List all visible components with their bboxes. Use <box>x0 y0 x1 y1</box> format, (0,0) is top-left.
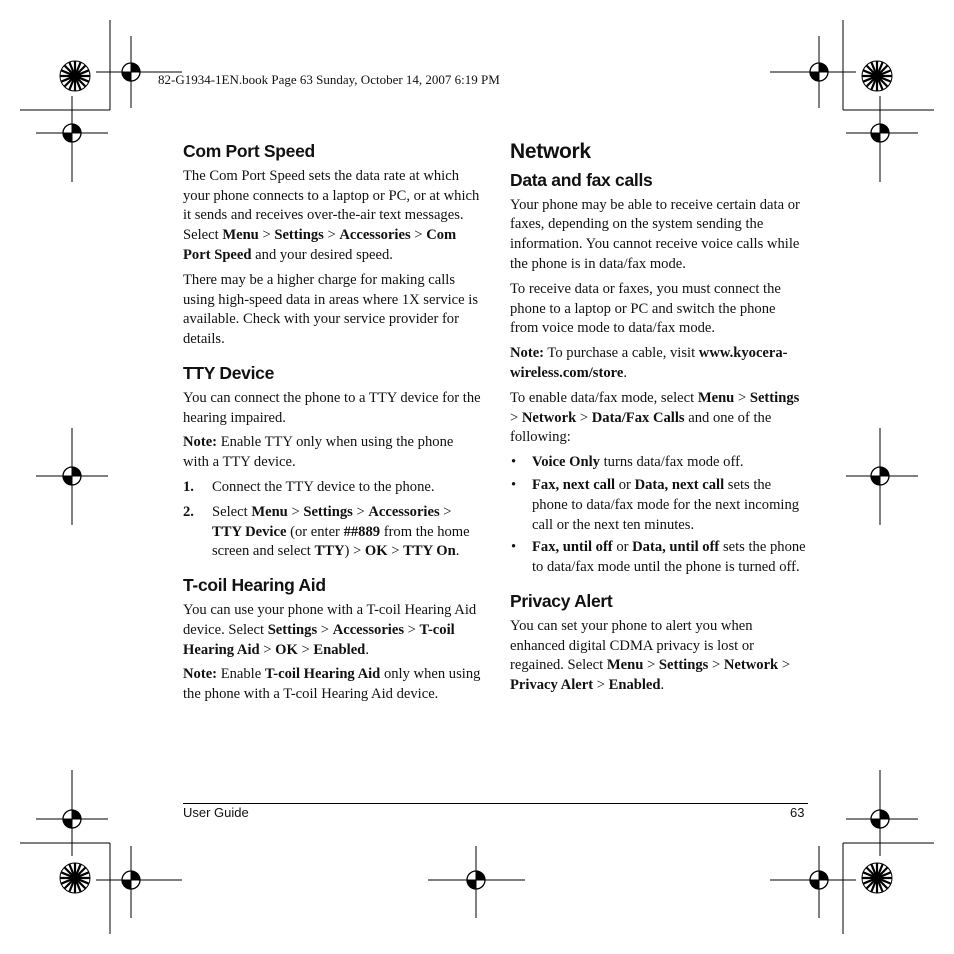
list-item <box>510 476 806 535</box>
bullet-icon: • <box>511 539 517 556</box>
note-label: Note: <box>510 345 545 362</box>
menu-path-item: Privacy Alert <box>510 677 594 694</box>
menu-path-item: Accessories <box>339 227 411 244</box>
separator: > <box>410 227 427 244</box>
data-fax-heading: Data and fax calls <box>510 169 653 190</box>
privacy-paragraph <box>510 617 806 696</box>
list-item <box>510 538 806 578</box>
menu-path-item: Accessories <box>368 503 440 520</box>
menu-path-item: Menu <box>222 227 259 244</box>
separator: > <box>258 227 275 244</box>
text: Select <box>212 503 252 520</box>
separator: > <box>352 503 369 520</box>
left-column <box>183 142 481 719</box>
footer-rule <box>183 803 808 804</box>
section-com-port-speed <box>183 142 481 350</box>
tty-device-heading: TTY Device <box>183 362 275 383</box>
text: or <box>612 539 633 556</box>
step-number: 1. <box>183 478 194 495</box>
com-port-paragraph <box>183 167 481 266</box>
separator: > <box>323 227 340 244</box>
section-data-fax-calls <box>510 171 806 578</box>
network-heading: Network <box>510 140 591 163</box>
note-label: Note: <box>183 666 218 683</box>
cable-note <box>510 344 806 384</box>
menu-path-item: Com Port Speed <box>183 227 457 263</box>
bullet-icon: • <box>511 476 517 493</box>
page-number: 63 <box>790 805 805 820</box>
separator: > <box>439 503 452 520</box>
section-privacy-alert <box>510 592 806 696</box>
text: . <box>623 364 627 381</box>
menu-path-item: Enabled <box>608 677 661 694</box>
text: sets the phone to data/fax mode for the next incoming call or the next ten minutes. <box>532 476 800 533</box>
text: (or enter <box>286 523 344 540</box>
option-label: Data, next call <box>634 476 725 493</box>
data-fax-intro: Your phone may be able to receive certain data or faxes, depending on the system sending the information. You cannot receive voice calls while the phone is in data/fax mode. <box>510 196 800 272</box>
menu-path-item: Network <box>723 657 779 674</box>
enable-data-fax-paragraph <box>510 389 806 448</box>
text: . <box>455 543 460 560</box>
text: from the home screen and select <box>212 523 470 560</box>
tcoil-note <box>183 665 481 705</box>
section-tty-device <box>183 364 481 562</box>
separator: > <box>259 641 276 658</box>
note-label: Note: <box>183 434 218 451</box>
tcoil-paragraph <box>183 601 481 660</box>
menu-path-item: TTY On <box>403 543 456 560</box>
text: turns data/fax mode off. <box>599 454 744 471</box>
tty-intro-paragraph: You can connect the phone to a TTY device for the hearing impaired. <box>183 389 481 426</box>
list-item <box>183 478 481 498</box>
menu-path-item: OK <box>364 543 388 560</box>
separator: > <box>576 409 592 426</box>
list-item <box>183 503 481 562</box>
text: . <box>660 677 665 694</box>
menu-path-item: Settings <box>658 657 709 674</box>
menu-path-item: TTY <box>314 543 345 560</box>
footer-title: User Guide <box>183 805 249 820</box>
step-number: 2. <box>183 503 194 520</box>
separator: > <box>778 657 791 674</box>
store-link[interactable]: www.kyocera-wireless.com/store <box>510 345 788 381</box>
text: or <box>615 476 635 493</box>
menu-path-item: Menu <box>251 503 288 520</box>
menu-path-item: Settings <box>303 503 353 520</box>
menu-path-item: T-coil Hearing Aid <box>264 666 381 683</box>
data-fax-connect: To receive data or faxes, you must connect the phone to a laptop or PC and switch the phone from voice mode to data/fax mode. <box>510 280 781 337</box>
tty-steps-list <box>183 478 481 562</box>
menu-path-item: Enabled <box>313 641 366 658</box>
text: only when using the phone with a T-coil Hearing Aid device. <box>183 666 481 703</box>
menu-path-item: OK <box>275 641 298 658</box>
separator: > <box>387 543 404 560</box>
text: Enable TTY only when using the phone with a TTY device. <box>183 434 454 471</box>
bullet-icon: • <box>511 454 517 471</box>
text: . <box>365 641 369 658</box>
separator: > <box>287 503 304 520</box>
tty-note <box>183 433 481 473</box>
option-label: Voice Only <box>532 454 600 471</box>
menu-path-item: Network <box>521 409 577 426</box>
menu-path-item: T-coil Hearing Aid <box>183 621 455 658</box>
menu-path-item: Menu <box>697 389 735 406</box>
menu-path-item: Menu <box>606 657 644 674</box>
option-label: Data, until off <box>632 539 720 556</box>
tcoil-heading: T-coil Hearing Aid <box>183 575 326 596</box>
text: and your desired speed. <box>251 246 393 263</box>
separator: > <box>317 621 333 638</box>
text: Enable <box>217 666 265 683</box>
separator: > <box>404 621 420 638</box>
menu-path-item: Data/Fax Calls <box>591 409 685 426</box>
text: You can use your phone with a T-coil Hearing Aid device. Select <box>183 601 477 638</box>
menu-path-item: Settings <box>267 621 318 638</box>
separator: > <box>593 677 609 694</box>
privacy-alert-heading: Privacy Alert <box>510 590 613 611</box>
com-port-speed-heading: Com Port Speed <box>183 141 315 161</box>
list-item <box>510 453 806 473</box>
separator: > <box>643 657 659 674</box>
separator: > <box>734 389 750 406</box>
separator: > <box>708 657 724 674</box>
option-label: Fax, until off <box>532 539 613 556</box>
menu-path-item: Accessories <box>332 621 405 638</box>
text: sets the phone to data/fax mode until the phone is turned off. <box>532 539 806 576</box>
data-fax-options-list <box>510 453 806 578</box>
text: You can set your phone to alert you when enhanced digital CDMA privacy is lost or regained. Select <box>510 617 754 674</box>
right-column <box>510 142 806 710</box>
text: and one of the following: <box>510 409 772 446</box>
print-header-slug: 82-G1934-1EN.book Page 63 Sunday, October 14, 2007 6:19 PM <box>158 72 500 87</box>
text: To purchase a cable, visit <box>544 345 699 362</box>
code: ##889 <box>343 523 381 540</box>
separator: > <box>510 409 522 426</box>
section-tcoil-hearing-aid <box>183 576 481 705</box>
text: To enable data/fax mode, select <box>510 389 698 406</box>
menu-path-item: TTY Device <box>212 523 287 540</box>
text: ) > <box>344 543 365 560</box>
option-label: Fax, next call <box>532 476 616 493</box>
text: Connect the TTY device to the phone. <box>212 478 435 495</box>
separator: > <box>297 641 314 658</box>
menu-path-item: Settings <box>749 389 800 406</box>
text: The Com Port Speed sets the data rate at which your phone connects to a laptop or PC, or at which it sends and receives over-the-air text messages. Select <box>183 167 480 244</box>
com-port-charge-paragraph: There may be a higher charge for making calls using high-speed data in areas where 1X service is available. Check with your service provider for details. <box>183 271 479 348</box>
menu-path-item: Settings <box>274 227 324 244</box>
